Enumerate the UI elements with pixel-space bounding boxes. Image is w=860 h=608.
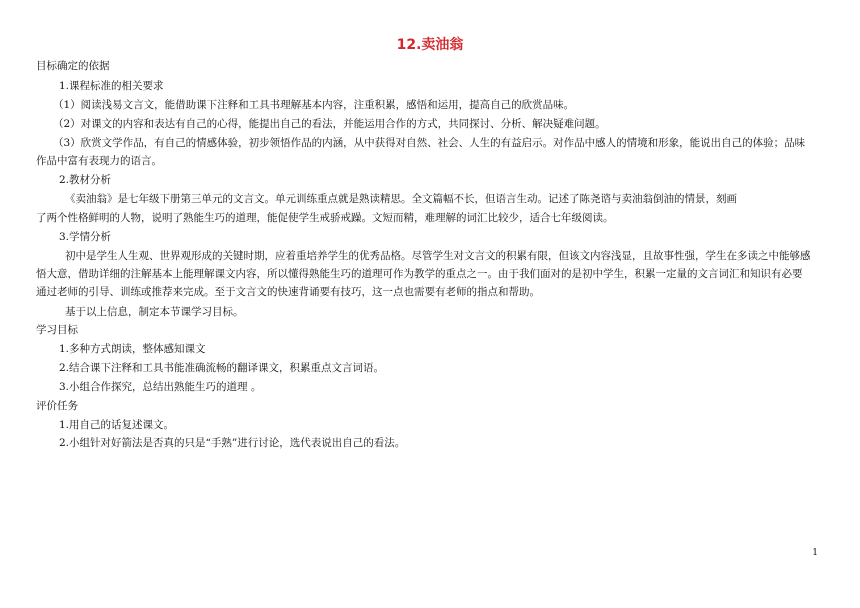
document-title: 12.卖油翁 — [396, 37, 464, 53]
standards-item-3: （3）欣赏文学作品，有自己的情感体验，初步领悟作品的内涵，从中获得对自然、社会、人生的有益启示。对作品中感人的情境和形象，能说出自己的体验；品味 — [53, 137, 806, 149]
standards-heading: 1.课程标准的相关要求 — [59, 80, 164, 92]
standards-item-2: （2）对课文的内容和表达有自己的心得，能提出自己的看法，并能运用合作的方式，共同探讨、分析、解决疑难问题。 — [53, 118, 606, 130]
students-line-1: 初中是学生人生观、世界观形成的关键时期，应着重培养学生的优秀品格。尽管学生对文言文的积累有限，但该文内容浅显，且故事性强，学生在多读之中能够感 — [65, 250, 811, 262]
textbook-line-1: 《卖油翁》是七年级下册第三单元的文言文。单元训练重点就是熟读精思。全文篇幅不长，但语言生动。记述了陈尧谘与卖油翁倒油的情景，刻画 — [65, 193, 737, 205]
section-heading-goals: 学习目标 — [36, 324, 78, 336]
goal-item-2: 2.结合课下注释和工具书能准确流畅的翻译课文，积累重点文言词语。 — [59, 362, 385, 374]
textbook-heading: 2.教材分析 — [59, 174, 112, 186]
basis-summary: 基于以上信息，制定本节课学习目标。 — [65, 306, 244, 318]
page-number: 1 — [812, 548, 818, 558]
section-heading-tasks: 评价任务 — [36, 400, 78, 412]
students-heading: 3.学情分析 — [59, 231, 112, 243]
goal-item-1: 1.多种方式朗读，整体感知课文 — [59, 343, 206, 355]
task-item-1: 1.用自己的话复述课文。 — [59, 419, 175, 431]
standards-item-1: （1）阅读浅易文言文，能借助课下注释和工具书理解基本内容，注重积累，感悟和运用，提高自己的欣赏品味。 — [53, 99, 575, 111]
goal-item-3: 3.小组合作探究，总结出熟能生巧的道理 。 — [59, 381, 262, 393]
section-heading-basis: 目标确定的依据 — [36, 60, 110, 72]
students-line-2: 悟大意，借助详细的注解基本上能理解课文内容，所以懂得熟能生巧的道理可作为教学的重点之一。由于我们面对的是初中学生，积累一定量的文言词汇和知识有必要 — [36, 268, 803, 280]
students-line-3: 通过老师的引导、训练或推荐来完成。至于文言文的快速背诵要有技巧，这一点也需要有老师的指点和帮助。 — [36, 286, 540, 298]
textbook-line-2: 了两个性格鲜明的人物，说明了熟能生巧的道理，能促使学生戒骄戒躁。文短而精，难理解的词汇比较少，适合七年级阅读。 — [36, 212, 614, 224]
task-item-2: 2.小组针对好箭法是否真的只是“手熟”进行讨论，选代表说出自己的看法。 — [59, 437, 406, 449]
standards-item-3-cont: 作品中富有表现力的语言。 — [36, 155, 162, 167]
